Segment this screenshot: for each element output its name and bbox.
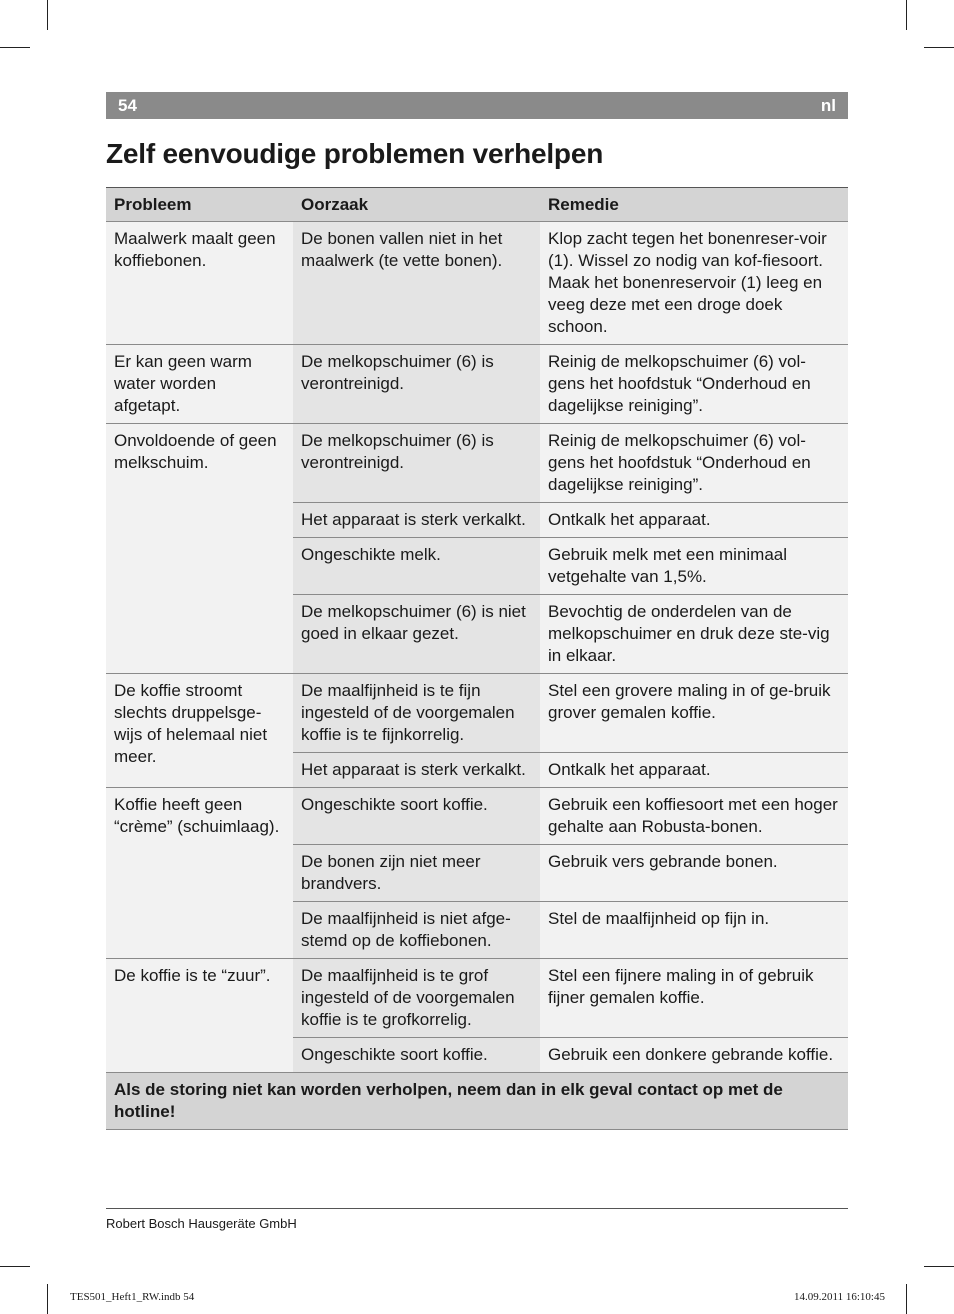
cause-cell: De bonen zijn niet meer brandvers. <box>293 845 540 902</box>
header-remedie: Remedie <box>540 188 848 222</box>
remedy-cell: Gebruik vers gebrande bonen. <box>540 845 848 902</box>
crop-mark <box>906 0 907 30</box>
cause-cell: Het apparaat is sterk verkalkt. <box>293 753 540 788</box>
remedy-cell: Stel een grovere maling in of ge-bruik grover gemalen koffie. <box>540 674 848 753</box>
remedy-cell: Gebruik een donkere gebrande koffie. <box>540 1038 848 1073</box>
remedy-cell: Klop zacht tegen het bonenreser-voir (1). Wissel zo nodig van kof-fiesoort. Maak het bonenreservoir (1) leeg en veeg deze met een droge doek schoon. <box>540 222 848 345</box>
problem-cell: Onvoldoende of geen melkschuim. <box>106 424 293 674</box>
crop-mark <box>924 1266 954 1267</box>
remedy-cell: Gebruik een koffiesoort met een hoger gehalte aan Robusta-bonen. <box>540 788 848 845</box>
cause-cell: Het apparaat is sterk verkalkt. <box>293 503 540 538</box>
crop-mark <box>0 47 30 48</box>
table-row <box>106 345 848 424</box>
cause-cell: De maalfijnheid is te fijn ingesteld of de voorgemalen koffie is te fijnkorrelig. <box>293 674 540 753</box>
page-title: Zelf eenvoudige problemen verhelpen <box>106 138 604 169</box>
remedy-cell: Stel een fijnere maling in of gebruik fijner gemalen koffie. <box>540 959 848 1038</box>
remedy-cell: Bevochtig de onderdelen van de melkopschuimer en druk deze ste-vig in elkaar. <box>540 595 848 674</box>
header-probleem: Probleem <box>106 188 293 222</box>
cause-cell: Ongeschikte soort koffie. <box>293 1038 540 1073</box>
table-header-row <box>106 188 848 222</box>
problem-cell: De koffie stroomt slechts druppelsge-wijs of helemaal niet meer. <box>106 674 293 788</box>
remedy-cell: Reinig de melkopschuimer (6) vol-gens het hoofdstuk “Onderhoud en dagelijkse reiniging”. <box>540 424 848 503</box>
hotline-note-row <box>106 1073 848 1130</box>
crop-mark <box>47 0 48 30</box>
remedy-cell: Ontkalk het apparaat. <box>540 503 848 538</box>
cause-cell: De maalfijnheid is niet afge-stemd op de koffiebonen. <box>293 902 540 959</box>
table-row <box>106 674 848 753</box>
troubleshooting-table <box>106 187 848 1130</box>
hotline-note: Als de storing niet kan worden verholpen, neem dan in elk geval contact op met de hotline! <box>106 1073 848 1130</box>
problem-cell: Koffie heeft geen “crème” (schuimlaag). <box>106 788 293 959</box>
crop-mark <box>924 47 954 48</box>
cause-cell: Ongeschikte melk. <box>293 538 540 595</box>
header-oorzaak: Oorzaak <box>293 188 540 222</box>
problem-cell: Er kan geen warm water worden afgetapt. <box>106 345 293 424</box>
remedy-cell: Stel de maalfijnheid op fijn in. <box>540 902 848 959</box>
cause-cell: De melkopschuimer (6) is verontreinigd. <box>293 345 540 424</box>
cause-cell: Ongeschikte soort koffie. <box>293 788 540 845</box>
table-row <box>106 959 848 1038</box>
table-row <box>106 788 848 845</box>
cause-cell: De maalfijnheid is te grof ingesteld of de voorgemalen koffie is te grofkorrelig. <box>293 959 540 1038</box>
table-row <box>106 222 848 345</box>
cause-cell: De bonen vallen niet in het maalwerk (te vette bonen). <box>293 222 540 345</box>
page-number: 54 <box>118 96 137 115</box>
print-slug-date: 14.09.2011 16:10:45 <box>794 1291 885 1303</box>
crop-mark <box>47 1284 48 1314</box>
cause-cell: De melkopschuimer (6) is niet goed in elkaar gezet. <box>293 595 540 674</box>
remedy-cell: Ontkalk het apparaat. <box>540 753 848 788</box>
cause-cell: De melkopschuimer (6) is verontreinigd. <box>293 424 540 503</box>
problem-cell: Maalwerk maalt geen koffiebonen. <box>106 222 293 345</box>
print-slug-file: TES501_Heft1_RW.indb 54 <box>70 1291 195 1303</box>
crop-mark <box>906 1284 907 1314</box>
page-header-bar <box>106 92 848 119</box>
remedy-cell: Gebruik melk met een minimaal vetgehalte van 1,5%. <box>540 538 848 595</box>
remedy-cell: Reinig de melkopschuimer (6) vol-gens het hoofdstuk “Onderhoud en dagelijkse reiniging”. <box>540 345 848 424</box>
footer-company: Robert Bosch Hausgeräte GmbH <box>106 1216 297 1231</box>
problem-cell: De koffie is te “zuur”. <box>106 959 293 1073</box>
crop-mark <box>0 1266 30 1267</box>
table-bottom-rule <box>106 1208 848 1209</box>
language-code: nl <box>820 96 836 115</box>
table-row <box>106 424 848 503</box>
